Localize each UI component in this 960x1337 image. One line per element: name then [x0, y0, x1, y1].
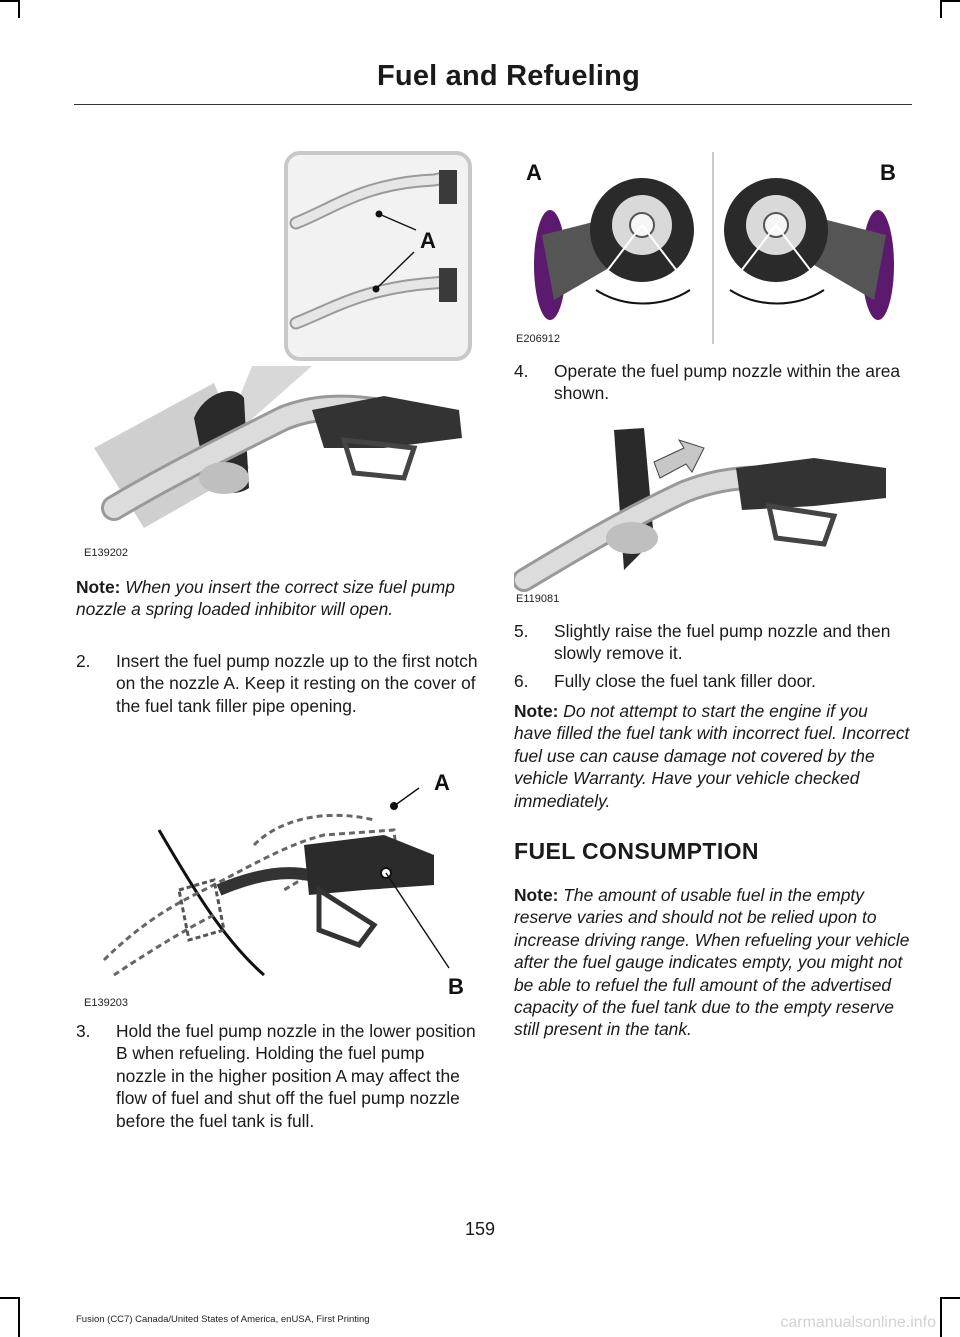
step-number: 2. [76, 651, 91, 671]
step-text: Hold the fuel pump nozzle in the lower position B when refueling. Holding the fuel pump nozzle in the higher position A may affect the flow of fuel and shut off the fuel pump nozzle before the fuel tank is full. [116, 1021, 476, 1131]
watermark: carmanualsonline.info [780, 1314, 936, 1331]
figure-nozzle-insert [84, 148, 476, 562]
note-fuel-reserve [514, 884, 910, 1041]
figure-id: E139202 [84, 547, 129, 559]
figure-id: E119081 [516, 593, 560, 605]
filler-door-illustration [514, 150, 910, 346]
figure-id: E206912 [516, 333, 561, 345]
crop-mark [0, 1297, 18, 1299]
page-number: 159 [464, 1219, 496, 1239]
figure-nozzle-raise [514, 420, 906, 606]
crop-mark [0, 0, 18, 2]
figure-nozzle-positions [84, 760, 476, 1008]
step-text: Operate the fuel pump nozzle within the area shown. [554, 361, 901, 404]
figure-id: E139203 [84, 997, 129, 1008]
header-divider [74, 104, 912, 105]
crop-mark [18, 0, 20, 18]
nozzle-raise-illustration [514, 420, 906, 606]
figure-callout-a: A [434, 770, 450, 795]
note-text: Do not attempt to start the engine if you have filled the fuel tank with incorrect fuel. Incorrect fuel use can cause damage not covered by the vehicle Warranty. Have your vehicle checked immediately. [514, 701, 910, 811]
crop-mark [940, 1297, 942, 1337]
step-2 [76, 650, 478, 717]
note-text: When you insert the correct size fuel pump nozzle a spring loaded inhibitor will open. [76, 577, 455, 620]
step-text: Fully close the fuel tank filler door. [554, 671, 816, 691]
note-label: Note: [514, 701, 559, 721]
step-text: Insert the fuel pump nozzle up to the first notch on the nozzle A. Keep it resting on the cover of the fuel tank filler pipe opening. [116, 651, 478, 716]
figure-callout-a: A [420, 228, 436, 253]
step-4 [514, 360, 908, 405]
step-3 [76, 1020, 478, 1132]
figure-callout-b: B [448, 974, 464, 999]
page-title: Fuel and Refueling [377, 60, 640, 92]
nozzle-insert-illustration [84, 148, 476, 562]
note-label: Note: [76, 577, 121, 597]
step-text: Slightly raise the fuel pump nozzle and then slowly remove it. [554, 621, 891, 664]
step-5 [514, 620, 908, 665]
step-number: 4. [514, 361, 529, 381]
crop-mark [18, 1297, 20, 1337]
figure-filler-door [514, 150, 910, 346]
note-incorrect-fuel [514, 700, 910, 812]
step-number: 6. [514, 671, 529, 691]
figure-label-a: A [526, 160, 542, 185]
note-text: The amount of usable fuel in the empty reserve varies and should not be relied upon to increase driving range. When refueling your vehicle after the fuel gauge indicates empty, you might not be able to refuel the full amount of the advertised capacity of the fuel tank due to the empty reserve still present in the tank. [514, 885, 910, 1040]
crop-mark [942, 1297, 960, 1299]
step-6 [514, 670, 908, 692]
note-spring-inhibitor [76, 576, 478, 621]
footer-text: Fusion (CC7) Canada/United States of America, enUSA, First Printing [76, 1314, 370, 1325]
crop-mark [940, 0, 942, 18]
step-number: 5. [514, 621, 529, 641]
crop-mark [942, 0, 960, 2]
figure-label-b: B [880, 160, 896, 185]
section-heading: FUEL CONSUMPTION [514, 838, 759, 864]
note-label: Note: [514, 885, 559, 905]
nozzle-positions-illustration [84, 760, 476, 1008]
step-number: 3. [76, 1021, 91, 1041]
